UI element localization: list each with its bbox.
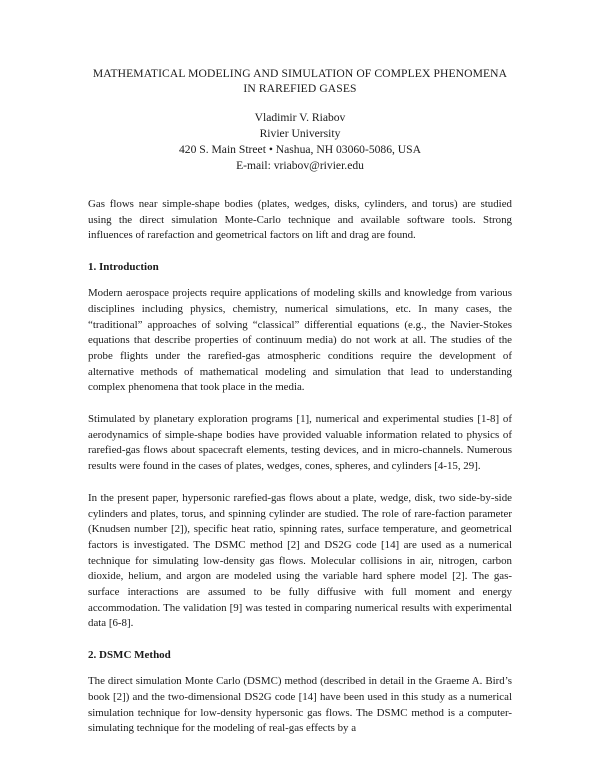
author-name: Vladimir V. Riabov (254, 111, 346, 124)
paper-title-line-1: MATHEMATICAL MODELING AND SIMULATION OF COMPLEX PHENOMENA (92, 67, 508, 80)
abstract (88, 197, 512, 244)
paper-title-line-2: IN RAREFIED GASES (243, 82, 357, 95)
abstract-text: Gas flows near simple-shape bodies (plates, wedges, disks, cylinders, and torus) are studied using the direct simulation Monte-Carlo technique and available software tools. Strong influences of rarefaction and geometrical factors on lift and drag are found. (88, 198, 512, 242)
section-heading-dsmc-method: 2. DSMC Method (88, 649, 171, 662)
author-address: 420 S. Main Street • Nashua, NH 03060-5086, USA (178, 143, 422, 156)
paper-page (88, 66, 512, 737)
intro-paragraph-1: Modern aerospace projects require applications of modeling skills and knowledge from various disciplines including physics, chemistry, numerical simulations, etc. In many cases, the “traditional” approaches of solving “classical” differential equations (e.g., the Navier-Stokes equations that describe properties of continuum media) do not work at all. The studies of the probe flights under the rarefied-gas atmospheric conditions require the development of alternative methods of mathematical modeling and simulation that lead to understanding complex phenomena that took place in the media. (88, 287, 512, 394)
dsmc-paragraph-1: The direct simulation Monte Carlo (DSMC) method (described in detail in the Graeme A. Bird’s book [2]) and the two-dimensional DS2G code [14] have been used in this study as a numerical simulation technique for low-density hypersonic gas flows. The DSMC method is a computer-simulating technique for the modeling of real-gas effects by a (88, 675, 512, 735)
intro-paragraph-3: In the present paper, hypersonic rarefied-gas flows about a plate, wedge, disk, two side-by-side cylinders and plates, torus, and spinning cylinder are studied. The role of rare-faction parameter (Knudsen number [2]), specific heat ratio, spinning rates, surface temperature, and geometrical factors is investigated. The DSMC method [2] and DS2G code [14] are used as a numerical technique for simulating low-density gas flows. Molecular collisions in air, nitrogen, carbon dioxide, helium, and argon are modeled using the variable hard sphere model [2]. The gas-surface interactions are assumed to be fully diffusive with full moment and energy accommodation. The validation [9] was tested in comparing numerical results with experimental data [6-8]. (88, 491, 512, 630)
author-block (88, 110, 512, 174)
paper-title (88, 66, 512, 96)
author-email: E-mail: vriabov@rivier.edu (236, 159, 364, 172)
intro-paragraph-2: Stimulated by planetary exploration programs [1], numerical and experimental studies [1-8] of aerodynamics of simple-shape bodies have provided valuable information related to physics of rarefied-gas flows about spacecraft elements, testing devices, and in micro-channels. Numerous results were found in the cases of plates, wedges, cones, spheres, and cylinders [4-15, 29]. (88, 413, 512, 473)
author-affiliation: Rivier University (259, 127, 341, 140)
section-heading-introduction: 1. Introduction (88, 261, 159, 274)
